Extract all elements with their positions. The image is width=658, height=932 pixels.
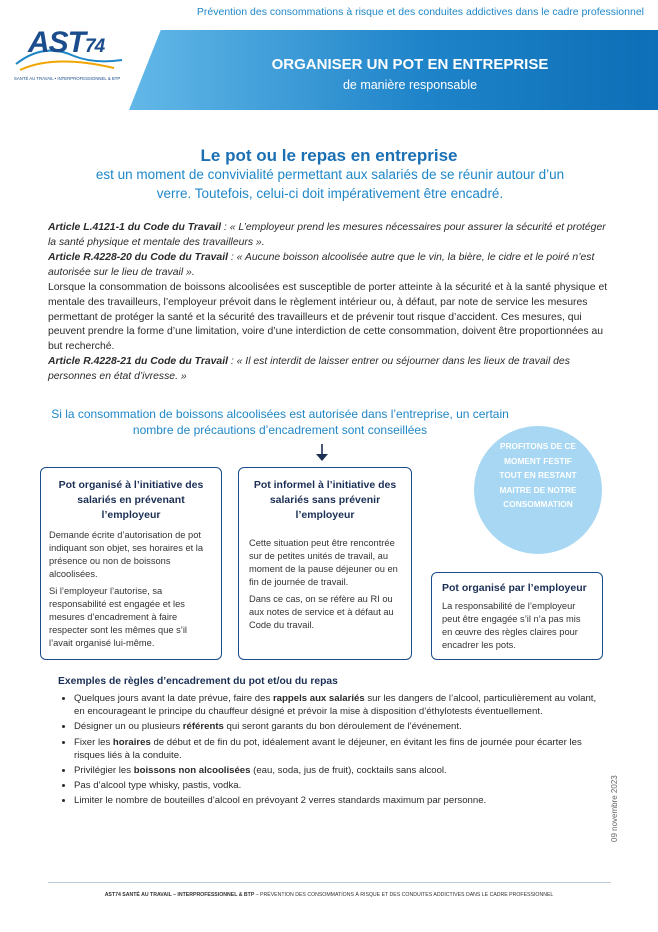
logo (14, 24, 124, 90)
list-item: • Pas d’alcool type whisky, pastis, vodka. (74, 779, 598, 792)
list-item: • Limiter le nombre de bouteilles d’alcool en prévoyant 2 verres standards maximum par personne. (74, 794, 598, 807)
logo-tagline: SANTÉ AU TRAVAIL • INTERPROFESSIONNEL & BTP (14, 76, 121, 81)
circle-line: TOUT EN RESTANT (499, 470, 577, 480)
footer: AST74 SANTÉ AU TRAVAIL – INTERPROFESSIONNEL & BTP – PRÉVENTION DES CONSOMMATIONS À RISQUE ET DES CONDUITES ADDICTIVES DANS LE CADRE PROFESSIONNEL (104, 892, 554, 898)
condition-text: Si la consommation de boissons alcoolisées est autorisée dans l’entreprise, un certain nombre de précautions d’encadrement sont conseillées (51, 407, 509, 437)
logo-brand: AST74 (28, 26, 105, 59)
examples-heading: Exemples de règles d’encadrement du pot et/ou du repas (58, 676, 338, 687)
list-item: • Quelques jours avant la date prévue, faire des rappels aux salariés sur les dangers de l’alcool, particulièrement au volant, en encourageant le principe du chauffeur désigné et prévoir la mise à disposition d’éthylotests éventuellement. (74, 692, 598, 718)
box-title: Pot organisé à l’initiative des salariés en prévenant l’employeur (58, 479, 204, 521)
box-text: Cette situation peut être rencontrée sur de petites unités de travail, au moment de la pause déjeuner ou en fin de journée de travail. (249, 538, 398, 587)
festive-callout-circle (474, 426, 602, 554)
articles-section (48, 221, 611, 386)
top-line: Prévention des consommations à risque et des conduites addictives dans le cadre professionnel (196, 6, 644, 18)
intro-text: est un moment de convivialité permettant aux salariés de se réunir autour d’un verre. Toutefois, celui-ci doit impérativement être encadré. (95, 167, 565, 201)
header-title: ORGANISER UN POT EN ENTREPRISE (271, 56, 549, 73)
article-2: Article R.4228-20 du Code du Travail : « Aucune boisson alcoolisée autre que le vin, la bière, le cidre et le poiré n’est autorisée sur le lieu de travail ». (48, 252, 595, 278)
examples-list (58, 692, 598, 808)
list-item: • Fixer les horaires de début et de fin du pot, idéalement avant le déjeuner, en évitant les fins de journée pour écarter les risques liés à la conduite. (74, 736, 598, 762)
box-text: Si l’employeur l’autorise, sa responsabilité est engagée et les mesures d’encadrement à faire respecter sont les mêmes que s’il l’avait organisé lui-même. (49, 586, 187, 648)
article-1: Article L.4121-1 du Code du Travail : « L’employeur prend les mesures nécessaires pour assurer la sécurité et protéger la santé physique et mentale des travailleurs ». (48, 222, 606, 248)
box-title: Pot informel à l’initiative des salariés sans prévenir l’employeur (253, 479, 397, 521)
article-3: Article R.4228-21 du Code du Travail : « Il est interdit de laisser entrer ou séjourner dans les lieux de travail des personnes en état d’ivresse. » (48, 356, 570, 382)
circle-line: CONSOMMATION (503, 499, 573, 509)
examples-section (58, 676, 598, 810)
box-text: Demande écrite d’autorisation de pot indiquant son objet, ses horaires et la présence ou non de boissons alcoolisées. (49, 530, 204, 579)
box-title: Pot organisé par l’employeur (442, 582, 587, 594)
circle-line: MAITRE DE NOTRE (499, 484, 577, 495)
date-vertical: 09 novembre 2023 (610, 775, 619, 842)
box-text: La responsabilité de l’employeur peut être engagée s’il n’a pas mis en œuvre des règles claires pour encadrer les pots. (442, 601, 581, 650)
box-informal-pot (238, 467, 412, 660)
circle-line: PROFITONS DE CE (500, 441, 576, 451)
box-employee-initiative-notified (40, 467, 222, 660)
arrow-down-icon (314, 444, 330, 462)
article-2-paragraph: Lorsque la consommation de boissons alcoolisées est susceptible de porter atteinte à la sécurité et à la santé physique et mentale des travailleurs, l’employeur prévoit dans le règlement intérieur ou, à défaut, par note de service les mesures permettant de protéger la santé et la sécurité des travailleurs et de prévenir tout risque d’accident. Ces mesures, qui peuvent prendre la forme d’une limitation, voire d’une interdiction de cette consommation, doivent être proportionnées au but recherché. (48, 282, 608, 352)
circle-line: MOMENT FESTIF (504, 455, 572, 466)
list-item: • Désigner un ou plusieurs référents qui seront garants du bon déroulement de l’événement. (74, 720, 598, 733)
section-heading: Le pot ou le repas en entreprise (200, 146, 458, 165)
box-text: Dans ce cas, on se réfère au RI ou aux notes de service et à défaut au Code du travail. (249, 594, 394, 630)
header-subtitle: de manière responsable (342, 78, 478, 92)
list-item: • Privilégier les boissons non alcoolisées (eau, soda, jus de fruit), cocktails sans alcool. (74, 764, 598, 777)
footer-divider (48, 882, 611, 883)
box-employer-pot (431, 572, 603, 660)
